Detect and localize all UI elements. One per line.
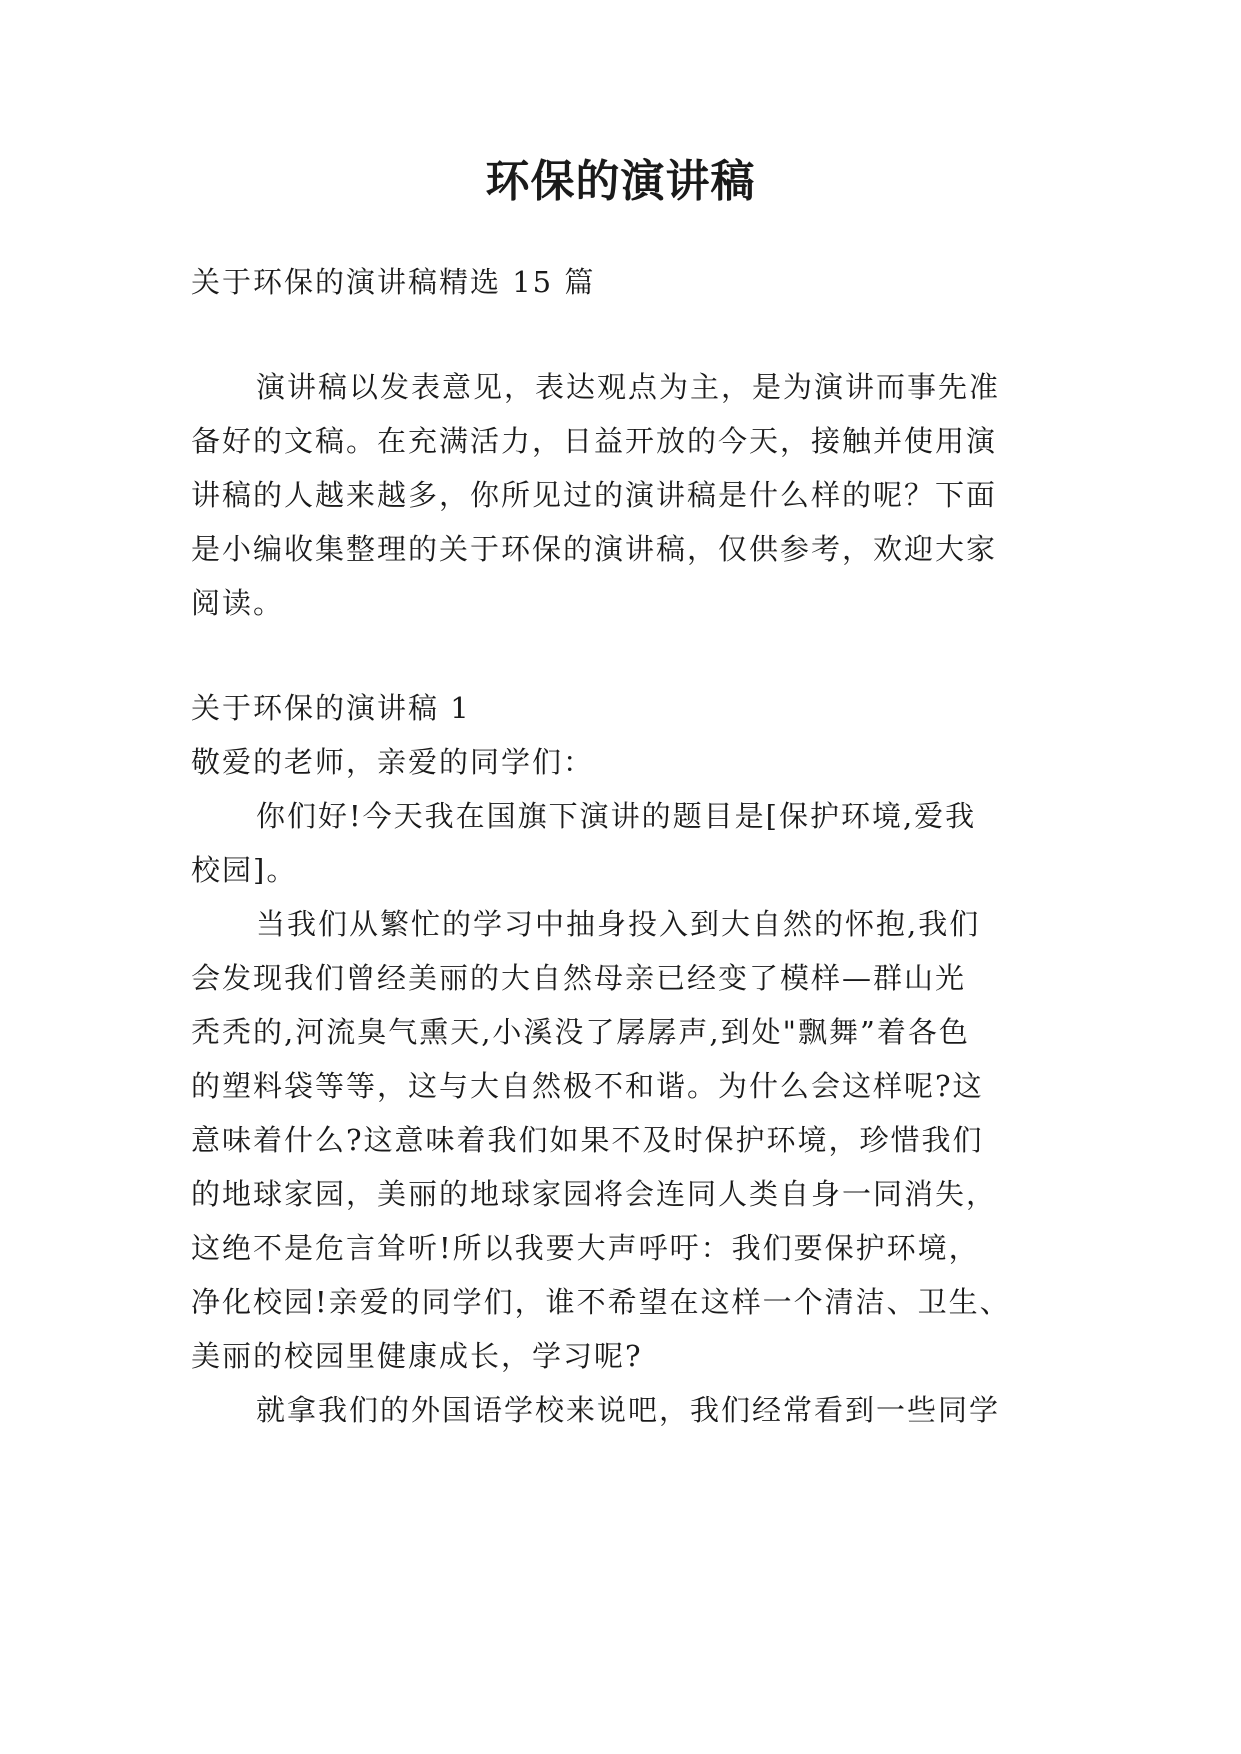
intro-line: 演讲稿以发表意见，表达观点为主，是为演讲而事先准 — [256, 370, 1001, 404]
intro-line: 讲稿的人越来越多，你所见过的演讲稿是什么样的呢？下面 — [191, 478, 998, 512]
document-title: 环保的演讲稿 — [485, 156, 756, 207]
paragraph-line: 就拿我们的外国语学校来说吧，我们经常看到一些同学 — [256, 1393, 1001, 1427]
paragraph-line: 你们好!今天我在国旗下演讲的题目是[保护环境,爱我 — [256, 799, 977, 833]
document-subtitle: 关于环保的演讲稿精选 15 篇 — [191, 265, 596, 299]
greeting: 敬爱的老师，亲爱的同学们： — [191, 745, 595, 779]
paragraph-line: 当我们从繁忙的学习中抽身投入到大自然的怀抱,我们 — [256, 907, 981, 941]
paragraph-line: 的塑料袋等等，这与大自然极不和谐。为什么会这样呢?这 — [191, 1069, 984, 1103]
paragraph-line: 净化校园!亲爱的同学们，谁不希望在这样一个清洁、卫生、 — [191, 1285, 1011, 1319]
paragraph-line: 秃秃的,河流臭气熏天,小溪没了孱孱声,到处"飘舞”着各色 — [191, 1015, 970, 1049]
paragraph-line: 这绝不是危言耸听!所以我要大声呼吁：我们要保护环境， — [191, 1231, 980, 1265]
paragraph-line: 校园]。 — [191, 853, 298, 887]
intro-line: 是小编收集整理的关于环保的演讲稿，仅供参考，欢迎大家 — [191, 532, 998, 566]
paragraph-line: 的地球家园，美丽的地球家园将会连同人类自身一同消失， — [191, 1177, 998, 1211]
paragraph-line: 会发现我们曾经美丽的大自然母亲已经变了模样—群山光 — [191, 961, 967, 995]
section-heading: 关于环保的演讲稿 1 — [191, 691, 471, 725]
paragraph-line: 美丽的校园里健康成长，学习呢? — [191, 1339, 643, 1373]
paragraph-line: 意味着什么?这意味着我们如果不及时保护环境，珍惜我们 — [191, 1123, 984, 1157]
intro-line: 备好的文稿。在充满活力，日益开放的今天，接触并使用演 — [191, 424, 998, 458]
intro-line: 阅读。 — [191, 586, 285, 620]
